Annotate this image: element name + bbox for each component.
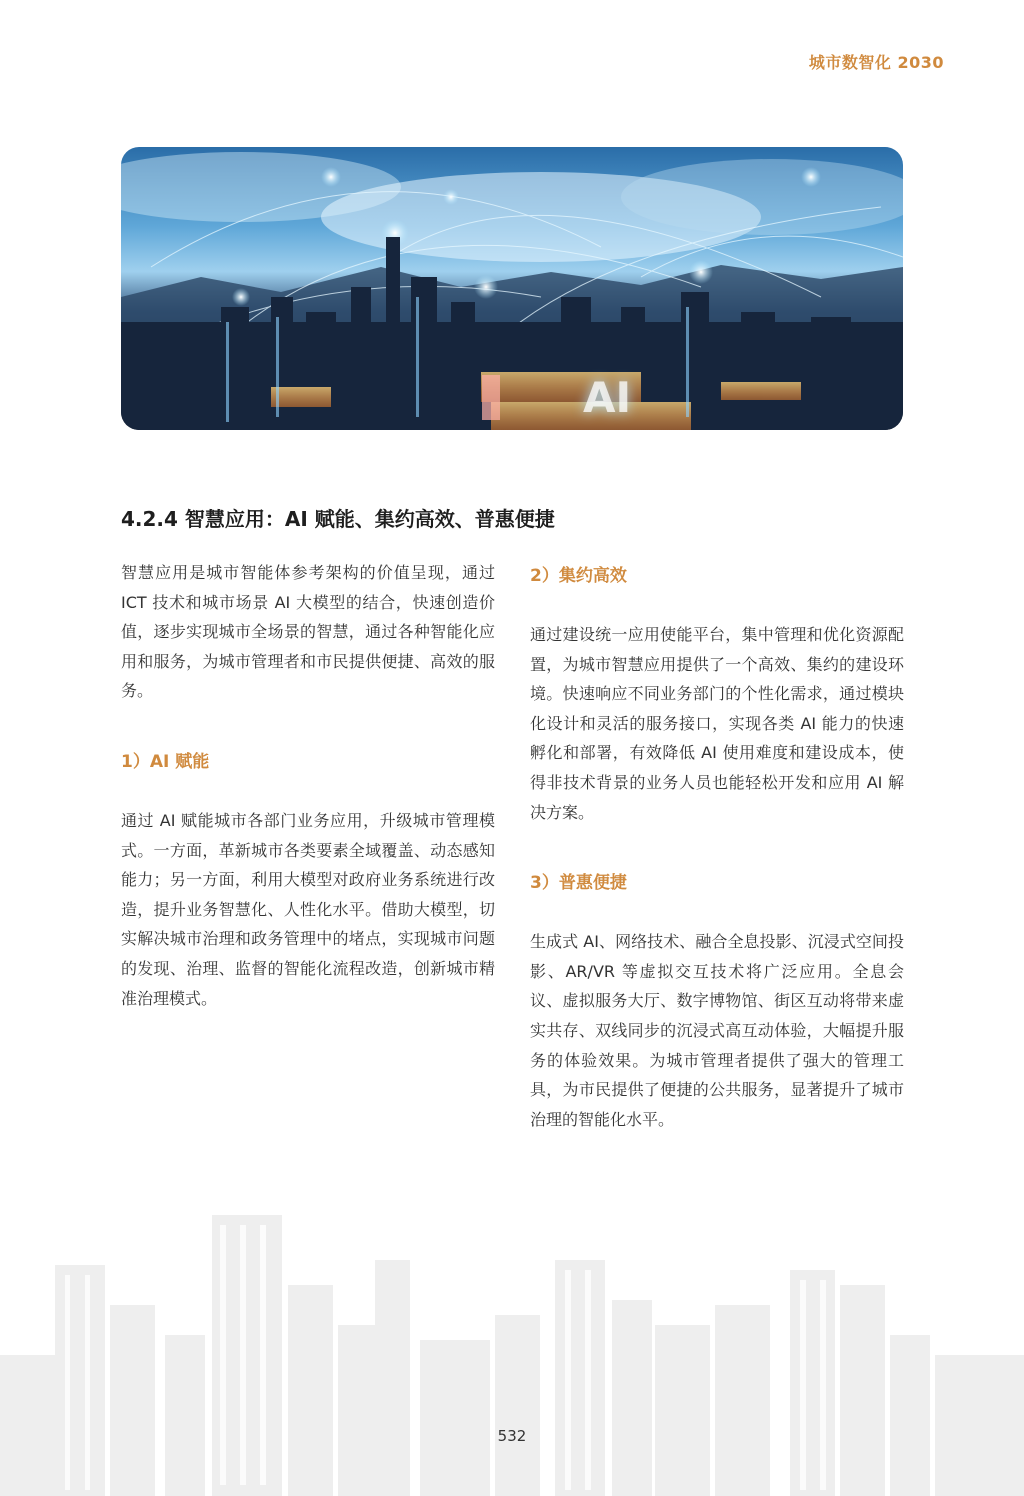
inclusive-convenience-paragraph: 生成式 AI、网络技术、融合全息投影、沉浸式空间投影、AR/VR 等虚拟交互技术将广泛应用。全息会议、虚拟服务大厅、数字博物馆、街区互动将带来虚实共存、双线同步的沉浸式高互动体验，大幅提升服务的体验效果。为城市管理者提供了强大的管理工具，为市民提供了便捷的公共服务，显著提升了城市治理的智能化水平。 [530, 932, 904, 1129]
ai-empowerment-paragraph: 通过 AI 赋能城市各部门业务应用，升级城市管理模式。一方面，革新城市各类要素全域覆盖、动态感知能力；另一方面，利用大模型对政府业务系统进行改造，提升业务智慧化、人性化水平。借助大模型，切实解决城市治理和政务管理中的堵点，实现城市问题的发现、治理、监督的智能化流程改造，创新城市精准治理模式。 [121, 810, 495, 1008]
intro-paragraph: 智慧应用是城市智能体参考架构的价值呈现，通过 ICT 技术和城市场景 AI 大模型的结合，快速创造价值，逐步实现城市全场景的智慧，通过各种智能化应用和服务，为城市管理者和市民提供便捷、高效的服务。 [121, 563, 495, 701]
hero-city-illustration [121, 147, 903, 430]
subheading-intensive-efficiency: 2）集约高效 [530, 566, 627, 586]
subheading-inclusive-convenience: 3）普惠便捷 [530, 873, 627, 894]
decorative-skyline [0, 1205, 1024, 1496]
page-number: 532 [497, 1427, 527, 1445]
intensive-efficiency-paragraph: 通过建设统一应用使能平台，集中管理和优化资源配置，为城市智慧应用提供了一个高效、集约的建设环境。快速响应不同业务部门的个性化需求，通过模块化设计和灵活的服务接口，实现各类 AI 能力的快速孵化和部署，有效降低 AI 使用难度和建设成本，使得非技术背景的业务人员也能轻松开发和应用 AI 解决方案。 [530, 625, 904, 822]
right-column [530, 561, 904, 1134]
running-header-title: 城市数智化 2030 [808, 53, 944, 72]
hero-city-image [121, 147, 903, 430]
section-heading: 4.2.4 智慧应用：AI 赋能、集约高效、普惠便捷 [121, 507, 555, 531]
subheading-ai-empowerment: 1）AI 赋能 [121, 751, 210, 772]
left-column [121, 558, 495, 1013]
hero-ai-label: AI [583, 373, 632, 422]
